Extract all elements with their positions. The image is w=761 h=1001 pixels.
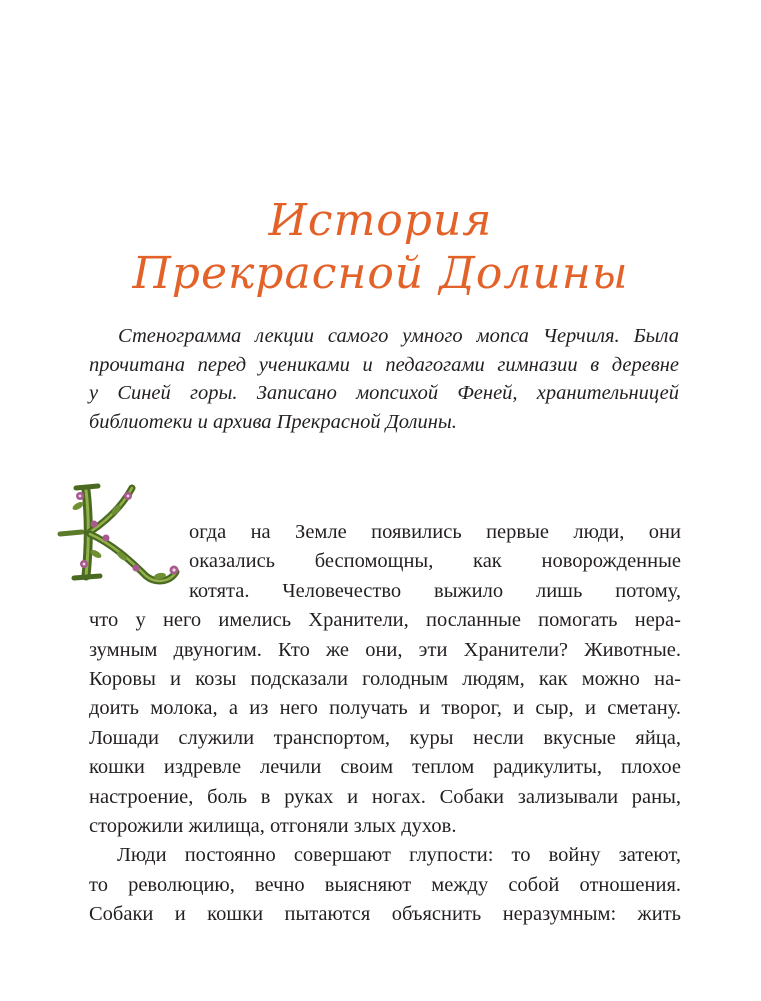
body-text [89, 518, 681, 930]
body-line: кошки издревле лечили своим теплом радикулиты, плохое [89, 756, 681, 779]
body-line: Коровы и козы подсказали голодным людям, как можно на- [89, 668, 681, 691]
body-line: огда на Земле появились первые люди, они [189, 521, 681, 543]
intro-line: Стенограмма лекции самого умного мопса Черчиля. Была [118, 325, 679, 347]
body-line: оказались беспомощны, как новорожденные [189, 550, 681, 573]
body-line: что у него имелись Хранители, посланные помогать нера- [89, 609, 681, 632]
intro-line: прочитана перед учениками и педагогами гимназии в деревне [89, 353, 679, 376]
body-line: настроение, боль в руках и ногах. Собаки зализывали раны, [89, 785, 681, 808]
body-line: зумным двуногим. Кто же они, эти Хранители? Животные. [89, 638, 681, 661]
body-line: котята. Человечество выжило лишь потому, [189, 579, 681, 602]
body-line: Собаки и кошки пытаются объяснить неразумным: жить [89, 903, 681, 926]
intro-line: у Синей горы. Записано мопсихой Феней, хранительницей [89, 382, 679, 404]
body-line: Люди постоянно совершают глупости: то войну затеют, [117, 844, 681, 867]
body-line: сторожили жилища, отгоняли злых духов. [89, 815, 457, 838]
body-line: то революцию, вечно выясняют между собой отношения. [89, 873, 681, 896]
intro-paragraph [89, 322, 679, 436]
chapter-title-line-2: Прекрасной Долины [132, 248, 629, 299]
body-line: доить молока, а из него получать и творог, и сыр, и сметану. [89, 697, 681, 720]
body-line: Лошади служили транспортом, куры несли вкусные яйца, [89, 726, 681, 749]
chapter-title-line-1: История [268, 195, 493, 246]
intro-line: библиотеки и архива Прекрасной Долины. [89, 410, 457, 433]
